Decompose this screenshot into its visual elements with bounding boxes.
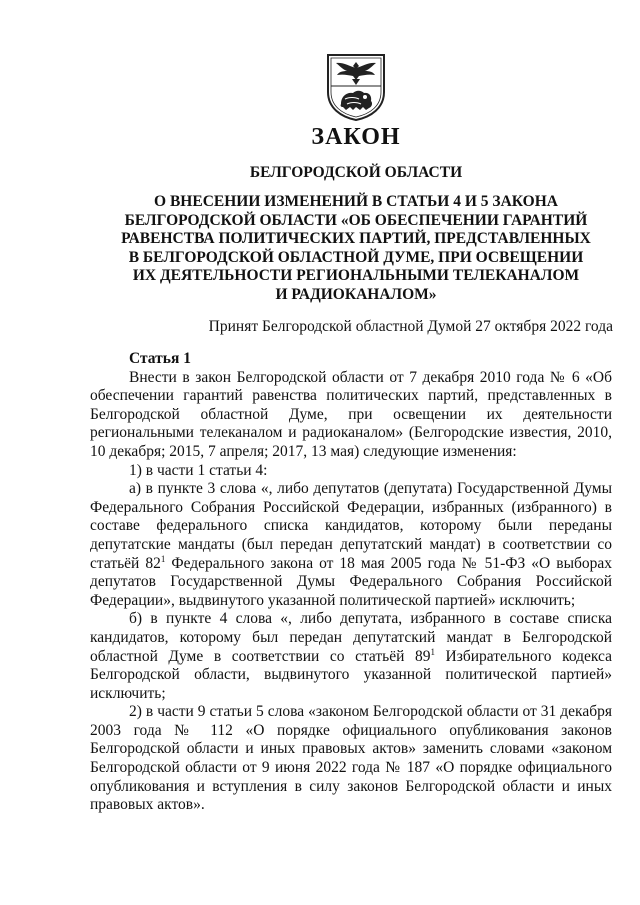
item-1b-text-rest: Избирательного кодекса Белгородской области, выдвинутого указанной политической партией» исключить;	[90, 647, 612, 702]
superscript: 1	[160, 553, 166, 564]
heading-line: БЕЛГОРОДСКОЙ ОБЛАСТИ «ОБ ОБЕСПЕЧЕНИИ ГАРАНТИЙ	[124, 211, 588, 229]
heading-line: О ВНЕСЕНИИ ИЗМЕНЕНИЙ В СТАТЬИ 4 И 5 ЗАКОНА	[154, 193, 558, 210]
item-2: 2) в части 9 статьи 5 слова «законом Белгородской области от 31 декабря 2003 года № 112 «О порядке официального опубликования законов Белгородской области и иных правовых актов» заменить словами «законом Белгородской области от 9 июня 2022 года № 187 «О порядке официального опубликования и вступления в силу законов Белгородской области и иных правовых актов».	[90, 703, 612, 814]
superscript: 1	[430, 646, 435, 657]
heading-line: РАВЕНСТВА ПОЛИТИЧЕСКИХ ПАРТИЙ, ПРЕДСТАВЛЕННЫХ	[121, 230, 591, 247]
item-1: 1) в части 1 статьи 4:	[129, 461, 268, 479]
law-body	[90, 350, 612, 815]
law-title: ЗАКОН	[311, 124, 401, 150]
coat-of-arms-icon	[325, 52, 387, 122]
heading-line: В БЕЛГОРОДСКОЙ ОБЛАСТНОЙ ДУМЕ, ПРИ ОСВЕЩЕНИИ	[128, 248, 584, 266]
item-1a	[90, 480, 612, 610]
item-1b	[90, 610, 612, 703]
heading-line: И РАДИОКАНАЛОМ»	[275, 285, 437, 303]
item-1a-text-rest: Федерального закона от 18 мая 2005 года № 51-ФЗ «О выборах депутатов Государственной Думы Федерального Собрания Российской Федерации», выдвинутого указанной политической партией» исключить;	[90, 554, 613, 609]
region-title: БЕЛГОРОДСКОЙ ОБЛАСТИ	[249, 164, 463, 181]
adoption-note: Принят Белгородской областной Думой 27 октября 2022 года	[208, 318, 613, 335]
heading-line: ИХ ДЕЯТЕЛЬНОСТИ РЕГИОНАЛЬНЫМИ ТЕЛЕКАНАЛОМ	[132, 267, 580, 284]
article-title: Статья 1	[129, 350, 191, 367]
law-heading	[0, 193, 640, 304]
item-1b-text: б) в пункте 4 слова «, либо депутата, избранного в составе списка кандидатов, которому был передан депутатский мандат в Белгородской областной Думе в соответствии со статьёй 89	[90, 610, 612, 665]
article-intro: Внести в закон Белгородской области от 7 декабря 2010 года № 6 «Об обеспечении гарантий равенства политических партий, представленных в Белгородской областной Думе, при освещении их деятельности региональными телеканалом и радиоканалом» (Белгородские известия, 2010, 10 декабря; 2015, 7 апреля; 2017, 13 мая) следующие изменения:	[90, 368, 612, 460]
item-1a-text: а) в пункте 3 слова «, либо депутатов (депутата) Государственной Думы Федерального Собрания Российской Федерации, избранных (избранного) в составе федерального списка кандидатов, которому были переданы депутатские мандаты (был передан депутатский мандат) в соответствии со статьёй 82	[90, 480, 612, 572]
